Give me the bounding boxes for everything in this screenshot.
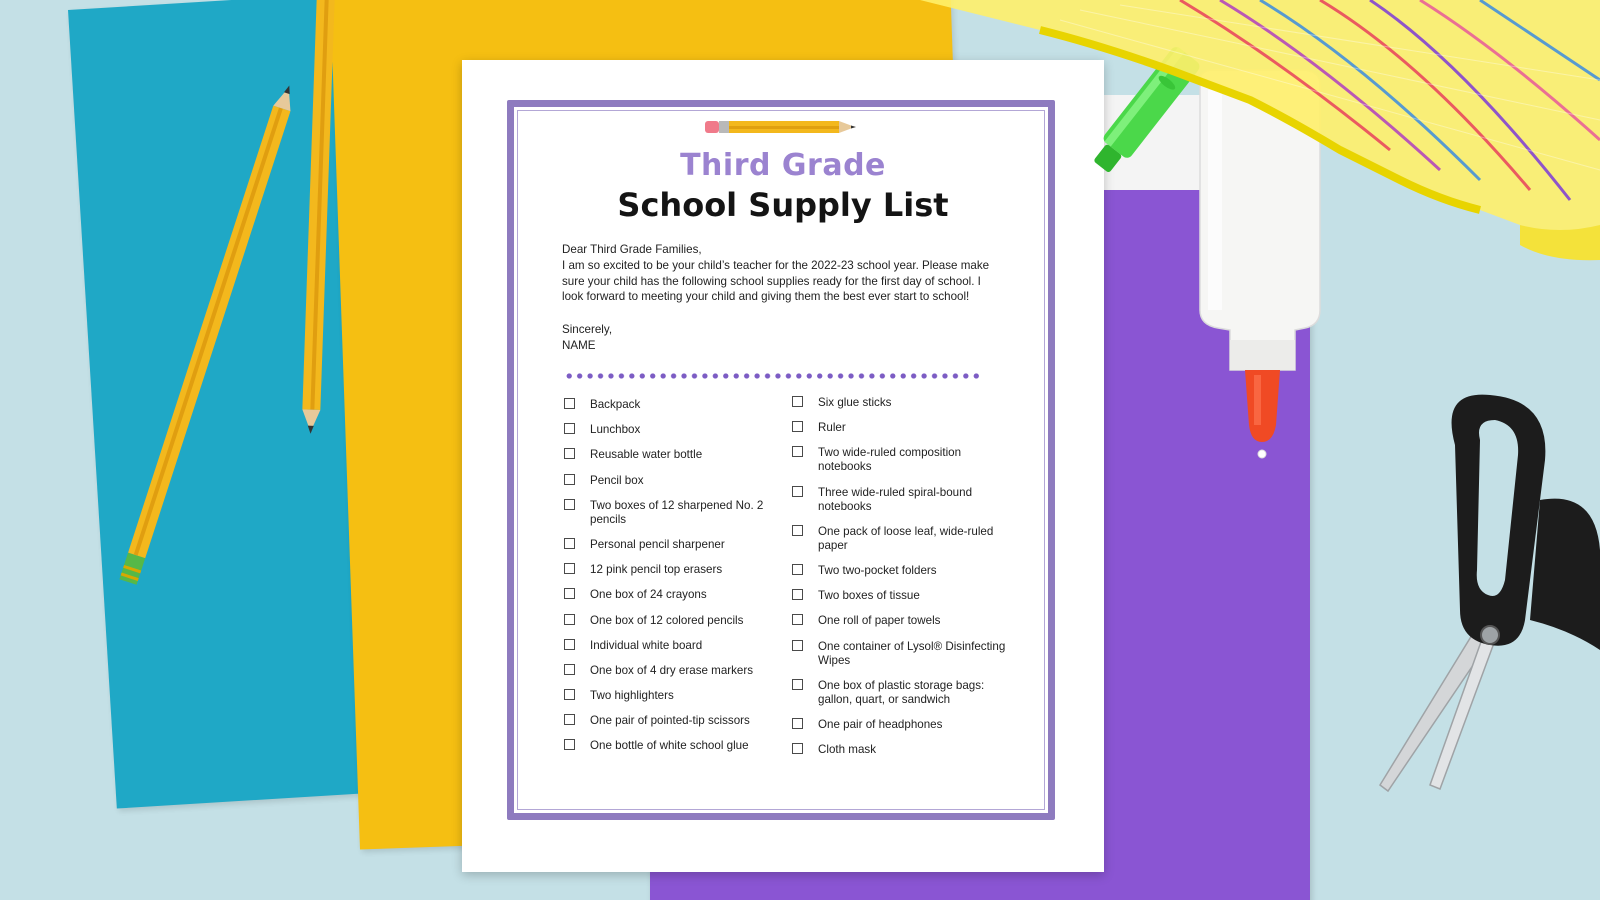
checkbox-icon (564, 639, 575, 650)
checklist-item (564, 423, 784, 437)
letter-signature: NAME (562, 339, 596, 352)
checklist-item (792, 589, 1012, 603)
checklist-item-label: One box of plastic storage bags: gallon, quart, or sandwich (818, 678, 985, 706)
checklist-item-label: Two boxes of tissue (818, 589, 920, 603)
checklist-item (564, 448, 784, 462)
sheet-title: School Supply List (617, 186, 949, 224)
checklist-item (792, 640, 1012, 668)
checklist-item-label: One box of 12 colored pencils (590, 613, 744, 627)
checkbox-icon (792, 743, 803, 754)
checkbox-icon (564, 588, 575, 599)
checklist-column-right (792, 396, 1012, 768)
checkbox-icon (792, 564, 803, 575)
checkbox-icon (564, 563, 575, 574)
letter-greeting: Dear Third Grade Families, (562, 243, 702, 256)
letter-body: I am so excited to be your child’s teacher for the 2022-23 school year. Please make sure your child has the following school supplies ready for the first day of school. I look forward to meeting your child and giving them the best ever start to school! (562, 259, 990, 303)
checklist-item-label: One roll of paper towels (818, 614, 941, 628)
checklist-item (792, 446, 1012, 474)
checklist-item (564, 538, 784, 552)
checklist-item-label: One pair of pointed-tip scissors (590, 714, 750, 728)
checklist-item-label: Three wide-ruled spiral-bound notebooks (818, 485, 973, 513)
checklist-item-label: One pack of loose leaf, wide-ruled paper (818, 524, 994, 552)
checkbox-icon (792, 614, 803, 625)
scissors-icon (1360, 390, 1600, 790)
checklist-item-label: Two highlighters (590, 689, 674, 703)
checklist-item (564, 398, 784, 412)
checklist-item (564, 563, 784, 577)
checklist-column-left (564, 398, 784, 765)
checkbox-icon (564, 614, 575, 625)
checkbox-icon (564, 448, 575, 459)
checkbox-icon (792, 396, 803, 407)
checkbox-icon (792, 421, 803, 432)
checklist-item-label: Reusable water bottle (590, 448, 703, 462)
checklist-item (564, 499, 784, 527)
checklist-item-label: One box of 24 crayons (590, 588, 707, 602)
checklist-item-label: Two two-pocket folders (818, 563, 937, 577)
checklist-item-label: Lunchbox (590, 423, 641, 437)
checkbox-icon (792, 589, 803, 600)
checklist-item-label: Two wide-ruled composition notebooks (818, 446, 962, 474)
checkbox-icon (792, 486, 803, 497)
checkbox-icon (564, 474, 575, 485)
checklist-item-label: One bottle of white school glue (590, 739, 749, 753)
checkbox-icon (564, 499, 575, 510)
checklist-item (792, 679, 1012, 707)
checklist-item-label: Cloth mask (818, 743, 876, 757)
checklist-item (564, 614, 784, 628)
checklist-item-label: Six glue sticks (818, 396, 892, 409)
checklist-item-label: Backpack (590, 398, 641, 411)
checklist-item (564, 588, 784, 602)
checklist-item (792, 396, 1012, 410)
checklist-item (564, 739, 784, 753)
checkbox-icon (792, 446, 803, 457)
checklist-item (564, 474, 784, 488)
checklist-item (792, 421, 1012, 435)
checklist-item-label: Individual white board (590, 638, 703, 652)
checklist-item-label: One container of Lysol® Disinfecting Wipes (818, 639, 1006, 667)
sheet-title-grade: Third Grade (680, 148, 886, 183)
checklist-item-label: Pencil box (590, 473, 644, 487)
checklist-item (564, 689, 784, 703)
checklist-item-label: Ruler (818, 421, 846, 435)
checklist-item-label: Personal pencil sharpener (590, 537, 725, 551)
checklist-item (792, 486, 1012, 514)
checklist-item-label: One box of 4 dry erase markers (590, 663, 754, 677)
checkbox-icon (564, 538, 575, 549)
checklist-item (792, 525, 1012, 553)
checkbox-icon (792, 718, 803, 729)
checklist-item-label: Two boxes of 12 sharpened No. 2 pencils (590, 498, 764, 526)
checklist-item (564, 639, 784, 653)
checklist-item (792, 614, 1012, 628)
checklist-item-label: 12 pink pencil top erasers (590, 563, 723, 577)
checkbox-icon (564, 689, 575, 700)
dotted-divider (564, 373, 982, 379)
checkbox-icon (564, 664, 575, 675)
checklist-item (792, 564, 1012, 578)
checkbox-icon (792, 640, 803, 651)
letter-closing: Sincerely, (562, 323, 613, 336)
pencil-icon (705, 118, 865, 138)
checkbox-icon (564, 714, 575, 725)
checkbox-icon (564, 739, 575, 750)
checkbox-icon (792, 679, 803, 690)
checkbox-icon (564, 398, 575, 409)
checkbox-icon (564, 423, 575, 434)
checklist-item (564, 714, 784, 728)
checklist-item (792, 718, 1012, 732)
checkbox-icon (792, 525, 803, 536)
pencil-pouch-icon (920, 0, 1600, 260)
checklist-item (792, 743, 1012, 757)
checklist-item-label: One pair of headphones (818, 717, 943, 731)
checklist-item (564, 664, 784, 678)
